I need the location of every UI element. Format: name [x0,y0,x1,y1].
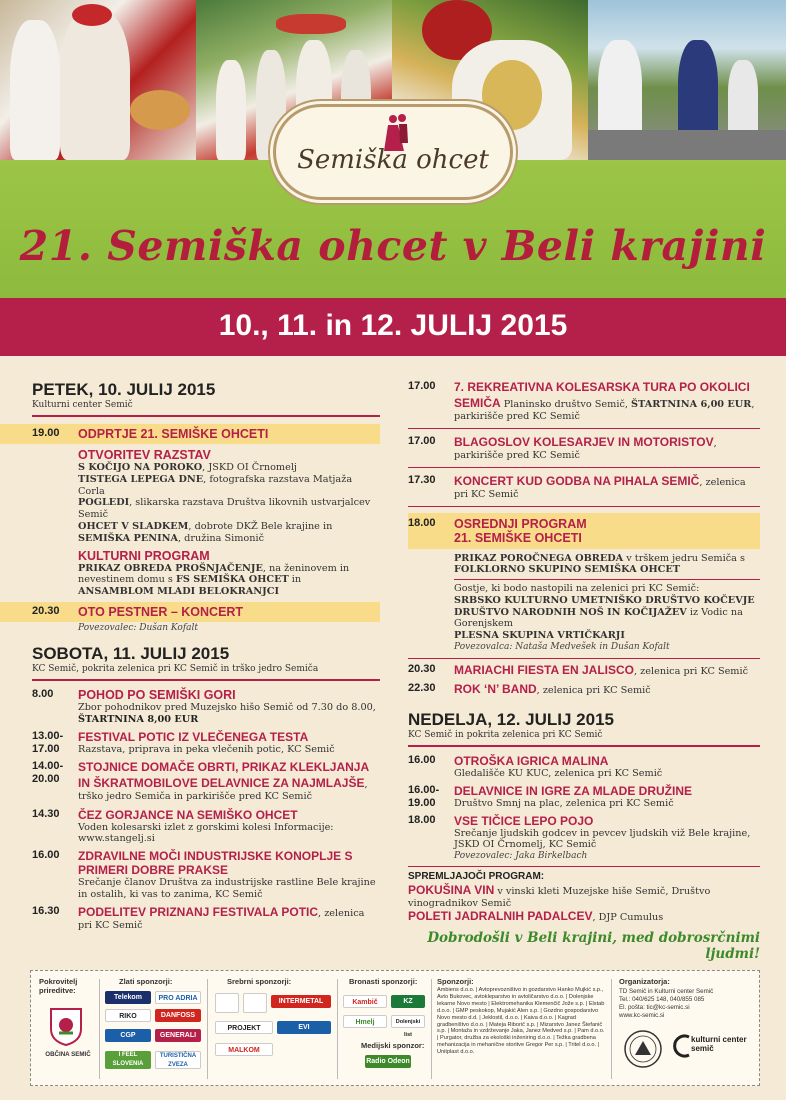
divider [99,979,100,1079]
event-time: 17.30 [408,473,436,486]
event-desc: Srečanje članov Društva za industrijske rastline Bele krajine in ostalih, ki vas to zanima, KC Semič [78,877,376,900]
program-desc: in [288,574,302,586]
event-desc: , parkirišče pred KC Semič [454,437,717,461]
event-gorjanci-ride [32,808,380,846]
sponsor-logo: PRO ADRIA [155,991,201,1004]
sponsor-logo: Radio Odeon [365,1055,411,1068]
event-main-program [408,513,760,549]
media-sponsor-label: Medijski sponzor: [361,1041,425,1050]
event-title: ZDRAVILNE MOČI INDUSTRIJSKE KONOPLJE S PRIMERI DOBRE PRAKSE [78,849,353,878]
event-desc: Društvo Smnj na plac, zelenica pri KC Semič [454,797,674,809]
organizers-website: www.kc-semic.si [619,1012,665,1019]
program-item: ANSAMBLOM MLADI BELOKRANJCI [78,586,279,598]
sponsor-logo: I FEEL SLOVENIA [105,1051,151,1069]
program-item: SRBSKO KULTURNO UMETNIŠKO DRUŠTVO KOČEVJE DRUŠTVO NARODNIH NOŠ IN KOČIJAŽEV [454,594,755,618]
event-desc: Razstava, priprava in peka vlečenih potic, KC Semič [78,744,335,756]
day-heading-petek: PETEK, 10. JULIJ 2015 [32,380,216,399]
event-title: MARIACHI FIESTA EN JALISCO [454,662,635,677]
semiska-ohcet-logo [273,104,513,200]
event-time: 19.00 [32,427,60,439]
event-time: 18.00 [408,813,436,826]
event-title: OTVORITEV RAZSTAV [78,448,211,462]
divider [431,979,432,1079]
sponsor-logo: Dolenjski list [391,1015,425,1028]
event-title: ODPRTJE 21. SEMIŠKE OHCETI [78,427,269,441]
event-time: 16.00- 19.00 [408,783,440,809]
event-family-workshops [408,784,760,810]
accompanying-title: SPREMLJAJOČI PROGRAM: [408,871,545,883]
exhibit-name: POGLEDI [78,497,130,509]
event-title: STOJNICE DOMAČE OBRTI, PRIKAZ KLEKLJANJA IN ŠKRATMOBILOVE DELAVNICE ZA NAJMLAJŠE [78,760,369,790]
event-desc: Zbor pohodnikov pred Muzejsko hišo Semič od 7.30 do 8.00, [78,702,376,714]
divider [408,506,760,507]
divider [408,866,760,867]
program-desc: iz Vodic na Gorenjskem [454,606,743,630]
event-title: ROK ‘N’ BAND [454,682,537,697]
event-desc: , trško jedro Semiča in parkirišče pred KC Semič [78,778,368,803]
event-time: 14.00- 20.00 [32,760,64,786]
festival-dates: 10., 11. in 12. JULIJ 2015 [218,309,568,342]
event-title: POLETI JADRALNIH PADALCEV [408,908,593,923]
sponsor-logo: DANFOSS [155,1009,201,1022]
event-desc: , zelenica pri KC Semič [454,476,746,500]
event-desc: , zelenica pri KC Semič [634,665,749,677]
divider [207,979,208,1079]
silver-sponsors-label: Srebrni sponzorji: [227,977,292,986]
event-desc: , zelenica pri KC Semič [536,685,651,697]
accompanying-program [408,871,760,924]
event-time: 17.00 [408,380,436,392]
day-heading-nedelja: NEDELJA, 12. JULIJ 2015 [408,709,614,729]
event-desc: v vinski kleti Muzejske hiše Semič, Društvo vinogradnikov Semič [408,885,711,909]
event-time: 8.00 [32,688,54,701]
sponsors-list: Ambiens d.o.o. | Avtoprevozništvo in gozdarstvo Hanko Mujkić s.p., Avto Bukovec, avtokleparstvo in avtoličarstvo d.o.o. | Dolenjske lekarne Novo mesto | Elektromehanika Klemenčič Jože s.p. | Elstab d.o.o. | GMP peskokop, Mujakić Alen s.p. | Gozdno gospodarstvo Novo mesto d.d. | Jeklostil, d.o.o. | Kaiva d.o.o. | Kagrad gradbeništvo d.o.o. | Mateja Riborič s.p. | Mizarstvo Janez Štefanič s.p. | Montaža in vzdrževanje Jaka, Janez Medved s.p. | Pam d.o.o. | Purgator, družba za ekološki inženiring d.o.o. | Težka gradbena mehanizacija in mehanične storitve Gregor Per s.p. | Tritel d.o.o. | Unitplast d.o.o. [437,987,605,1056]
program-item: FS SEMIŠKA OHCET [175,574,289,586]
event-title: OTROŠKA IGRICA MALINA [454,753,609,768]
exhibit-desc: , slikarska razstava Društva likovnih ustvarjalcev Semič [78,497,371,521]
patron-label: Pokrovitelj prireditve: [39,977,78,995]
event-opening [0,424,380,444]
event-potica-festival [32,730,380,756]
organizers-phone: Tel.: 040/625 148, 040/855 085 [619,996,705,1003]
guests-intro: Gostje, ki bodo nastopili na zelenici pri KC Semič: [454,583,700,595]
event-mariachi [408,663,760,679]
divider [408,658,760,659]
divider [408,467,760,468]
sponsors-label: Sponzorji: [437,977,474,986]
event-malina-play [408,754,760,780]
event-fee: ŠTARTNINA 6,00 EUR [631,398,752,410]
event-desc: Gledališče KU KUC, zelenica pri KC Semič [454,767,663,779]
program-item: FOLKLORNO SKUPINO SEMIŠKA OHCET [454,564,680,576]
program-desc: , na ženinovem in nevestinem domu s [78,562,350,586]
organizers-email: El. pošta: tic@kc-semic.si [619,1004,690,1011]
municipality-name: OBČINA SEMIČ [45,1051,91,1058]
event-time: 16.30 [32,904,60,917]
event-moderator: Povezovalec: Jaka Birkelbach [454,851,588,862]
sponsor-logo: TURISTIČNA ZVEZA [155,1051,201,1069]
event-desc: Srečanje ljudskih godcev in pevcev ljudskih viž Bele krajine, JSKD OI Črnomelj, KC Semič [454,827,751,851]
sponsor-logo: RIKO [105,1009,151,1022]
event-desc: Planinsko društvo Semič, [500,398,632,410]
exhibit-desc: , JSKD OI Črnomelj [202,462,297,473]
municipality-logo [215,993,239,1013]
divider [408,745,760,747]
divider [337,979,338,1079]
event-stalls [32,760,380,804]
sponsors-footer [30,970,760,1086]
sponsor-logo: Telekom [105,991,151,1004]
tourist-society-seal-icon [623,1029,663,1069]
date-band [0,298,786,356]
event-title: VSE TIČICE LEPO POJO [454,813,594,828]
sponsor-logo: INTERMETAL [271,995,331,1008]
sponsor-logo: KZ [391,995,425,1008]
main-program-details [454,553,760,654]
event-hemp [32,849,380,901]
event-cultural-program [78,549,380,598]
event-moderator: Povezovalec: Dušan Kofalt [78,622,199,633]
gold-sponsors-label: Zlati sponzorji: [119,977,173,986]
exhibit-name: S KOČIJO NA POROKO [78,462,203,473]
day-location-petek: Kulturni center Semič [32,400,133,410]
event-time: 13.00- 17.00 [32,730,64,756]
event-awards [32,905,380,933]
event-time: 20.30 [32,604,60,617]
sponsor-logo: EVI [277,1021,331,1034]
event-exhibitions [78,448,380,545]
event-title: POHOD PO SEMIŠKI GORI [78,688,236,703]
photo-wedding-couple [0,0,196,160]
sponsor-logo: PROJEKT [215,1021,273,1034]
sponsor-logo: CGP [105,1029,151,1042]
event-title: FESTIVAL POTIC IZ VLEČENEGA TESTA [78,730,309,745]
event-title: 7. REKREATIVNA KOLESARSKA TURA PO OKOLICI SEMIČA [454,380,750,410]
kc-logo-text: kulturni center semič [691,1035,747,1053]
event-time: 17.00 [408,434,436,447]
day-heading-sobota: SOBOTA, 11. JULIJ 2015 [32,644,230,664]
event-fee: ŠTARTNINA 8,00 EUR [78,714,199,726]
exhibit-desc: , dobrote DKŽ Bele krajine in [188,520,333,532]
program-item: PLESNA SKUPINA VRTIČKARJI [454,630,625,642]
event-rok-n-band [408,682,760,698]
logo-text: Semiška ohcet [297,145,489,175]
event-title: DELAVNICE IN IGRE ZA MLADE DRUŽINE [454,783,693,798]
event-brass-concert [408,474,760,502]
exhibit-desc: , fotografska razstava Matjaža Corla [78,473,353,497]
event-time: 16.00 [32,849,60,862]
event-desc: , parkirišče pred KC Semič [454,398,755,422]
event-time: 22.30 [408,682,436,695]
organizers-name: TD Semič in Kulturni center Semič [619,988,714,995]
event-desc: , DJP Cumulus [592,911,664,923]
exhibit-name: SEMIŠKA PENINA [78,532,178,544]
photo-cyclists [588,0,786,160]
event-title: PODELITEV PRIZNANJ FESTIVALA POTIC [78,904,319,919]
event-time: 16.00 [408,753,436,766]
day-location-nedelja: KC Semič in pokrita zelenica pri KC Semič [408,729,603,740]
event-cycling-tour [408,380,760,424]
coat-of-arms-icon [49,1007,83,1047]
divider [408,428,760,429]
divider [32,679,380,681]
organizers-label: Organizatorja: [619,977,670,986]
exhibit-name: OHCET V SLADKEM [78,520,189,532]
right-column [408,380,760,924]
event-blessing [408,435,760,463]
event-time: 14.30 [32,807,60,820]
event-title: BLAGOSLOV KOLESARJEV IN MOTORISTOV [454,434,714,449]
left-column [32,380,380,937]
sponsor-logo: MALKOM [215,1043,273,1056]
event-title: OTO PESTNER – KONCERT [78,604,244,619]
event-desc: , zelenica pri KC Semič [78,907,365,932]
program-item: PRIKAZ OBREDA PROŠNJAČENJE [78,562,263,574]
divider [32,415,380,417]
event-title: ČEZ GORJANCE NA SEMIŠKO OHCET [78,807,298,822]
exhibit-desc: , družina Simonič [177,532,265,544]
program-item: PRIKAZ POROČNEGA OBREDA [454,552,624,564]
main-title: 21. Semiška ohcet v Beli krajini [19,222,767,270]
exhibit-name: TISTEGA LEPEGA DNE [78,473,204,485]
event-title: OSREDNJI PROGRAM 21. SEMIŠKE OHCETI [454,516,587,545]
sponsor-logo: GENERALI [155,1029,201,1042]
event-title: KULTURNI PROGRAM [78,548,210,563]
municipality-logo [243,993,267,1013]
event-desc: Voden kolesarski izlet z gorskimi kolesi Informacije: www.stangelj.si [78,821,334,845]
day-location-sobota: KC Semič, pokrita zelenica pri KC Semič in trško jedro Semiča [32,664,319,675]
event-time: 20.30 [408,662,436,675]
bronze-sponsors-label: Bronasti sponzorji: [349,977,418,986]
divider [611,979,612,1079]
program-desc: v trškem jedru Semiča s [623,552,745,564]
sponsor-logo: Kambič [343,995,387,1008]
kc-logo-icon [671,1033,691,1059]
event-hike [32,688,380,726]
event-title: POKUŠINA VIN [408,882,495,897]
sponsor-logo: Hmelj [343,1015,387,1028]
greeting-slogan: Dobrodošli v Beli krajini, med dobrosrčnimi ljudmi! [427,930,760,962]
event-time: 18.00 [408,516,436,529]
event-folk-singers [408,814,760,863]
event-moderator: Povezovalca: Nataša Medvešek in Dušan Kofalt [454,642,670,653]
event-title: KONCERT KUD GODBA NA PIHALA SEMIČ [454,473,700,488]
event-oto-pestner [0,602,380,622]
